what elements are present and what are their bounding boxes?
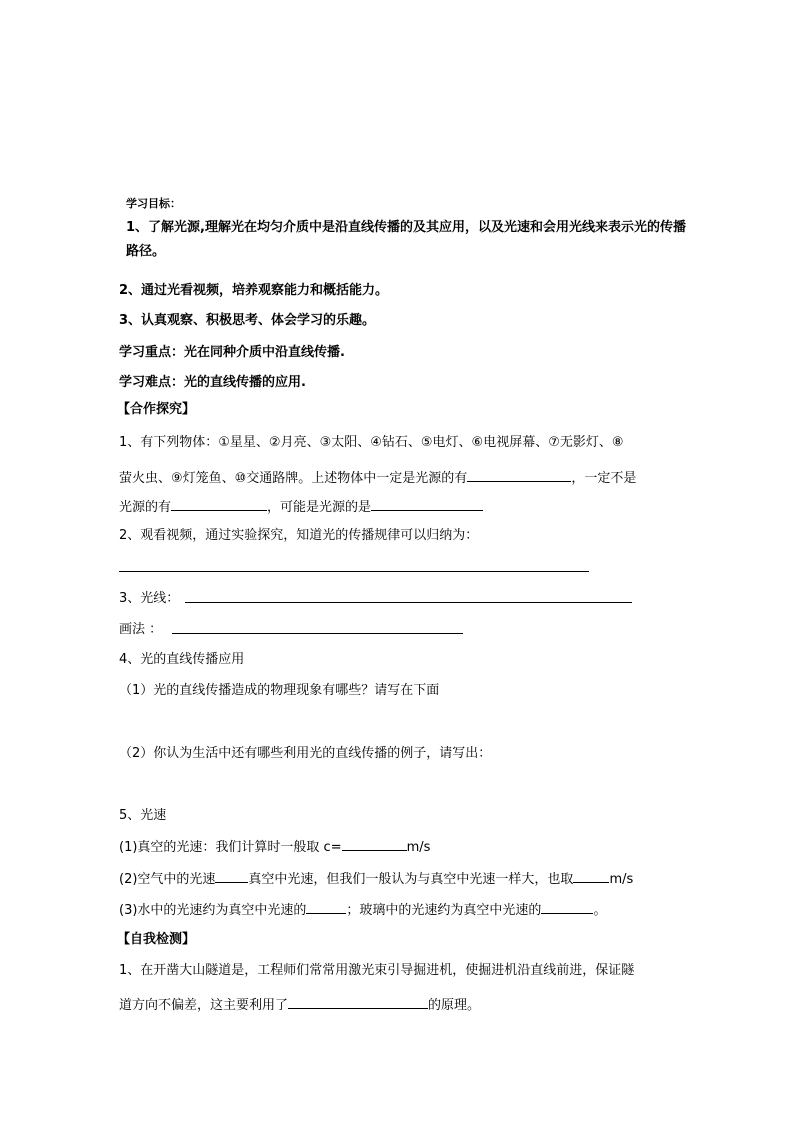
blank-not-light-sources[interactable]: [171, 496, 267, 511]
blank-vacuum-speed[interactable]: [342, 836, 407, 851]
q5-3: [119, 899, 606, 921]
q1-line-1: 1、有下列物体：①星星、②月亮、③太阳、④钻石、⑤电灯、⑥电视屏幕、⑦无影灯、⑧: [119, 435, 624, 450]
q1-text-c: 光源的有: [119, 500, 172, 515]
blank-water-ratio[interactable]: [306, 899, 346, 914]
q2-answer-line[interactable]: [119, 571, 589, 572]
q5-3-text-b: ；玻璃中的光速约为真空中光速的: [346, 903, 542, 918]
q3-answer-line[interactable]: [185, 602, 632, 603]
goals-heading: 学习目标：: [126, 197, 181, 210]
blank-glass-ratio[interactable]: [541, 899, 593, 914]
q3-label: 3、光线：: [119, 591, 180, 606]
q5-3-text-a: (3)水中的光速约为真空中光速的: [119, 903, 307, 918]
q1-text-b: ，一定不是: [571, 471, 637, 486]
key-point: 学习重点：光在同种介质中沿直线传播.: [119, 345, 345, 360]
q5-1: [119, 836, 430, 858]
goal-1-line-1: 1、了解光源,理解光在均匀介质中是沿直线传播的及其应用，以及光速和会用光线来表示光的传播: [126, 220, 686, 235]
q5-3-end: 。: [593, 903, 607, 918]
q5-2-unit: m/s: [609, 872, 634, 887]
q4-2: （2）你认为生活中还有哪些利用光的直线传播的例子，请写出：: [119, 746, 492, 761]
goal-1-line-2: 路径。: [126, 244, 166, 259]
explore-heading: 【合作探究】: [117, 402, 196, 417]
q1-text-a: 萤火虫、⑨灯笼鱼、⑩交通路牌。上述物体中一定是光源的有: [119, 471, 468, 486]
blank-air-compare[interactable]: [215, 868, 248, 883]
goal-2: 2、通过光看视频，培养观察能力和概括能力。: [119, 283, 389, 298]
q1-text-d: ，可能是光源的是: [267, 500, 372, 515]
blank-tunnel-principle[interactable]: [288, 994, 428, 1009]
selfcheck-heading: 【自我检测】: [117, 932, 196, 947]
selfcheck-text-a: 道方向不偏差，这主要利用了: [119, 998, 289, 1013]
q5-1-unit: m/s: [406, 840, 431, 855]
selfcheck-q1-line-1: 1、在开凿大山隧道是，工程师们常常用激光束引导掘进机，使掘进机沿直线前进，保证隧: [119, 963, 635, 978]
q4: 4、光的直线传播应用: [119, 652, 245, 667]
q5-1-text-a: (1)真空的光速：我们计算时一般取 c=: [119, 840, 342, 855]
blank-maybe-light-sources[interactable]: [371, 496, 483, 511]
q3-draw-label: 画法 ：: [119, 622, 163, 637]
blank-air-speed[interactable]: [573, 868, 609, 883]
q5-2: [119, 868, 633, 890]
q5-2-text-b: 真空中光速，但我们一般认为与真空中光速一样大，也取: [248, 872, 574, 887]
q1-line-2: [119, 467, 636, 489]
q1-line-3: [119, 496, 483, 518]
difficulty-point: 学习难点：光的直线传播的应用.: [119, 375, 306, 390]
goal-3: 3、认真观察、积极思考、体会学习的乐趣。: [119, 313, 376, 328]
q3-draw-line[interactable]: [172, 633, 463, 634]
q5-2-text-a: (2)空气中的光速: [119, 872, 216, 887]
selfcheck-text-b: 的原理。: [428, 998, 481, 1013]
blank-light-sources[interactable]: [467, 467, 571, 482]
selfcheck-q1-line-2: [119, 994, 480, 1016]
q2: 2、观看视频，通过实验探究，知道光的传播规律可以归纳为：: [119, 528, 479, 543]
q4-1: （1）光的直线传播造成的物理现象有哪些？请写在下面: [119, 683, 440, 698]
q5: 5、光速: [119, 808, 167, 823]
